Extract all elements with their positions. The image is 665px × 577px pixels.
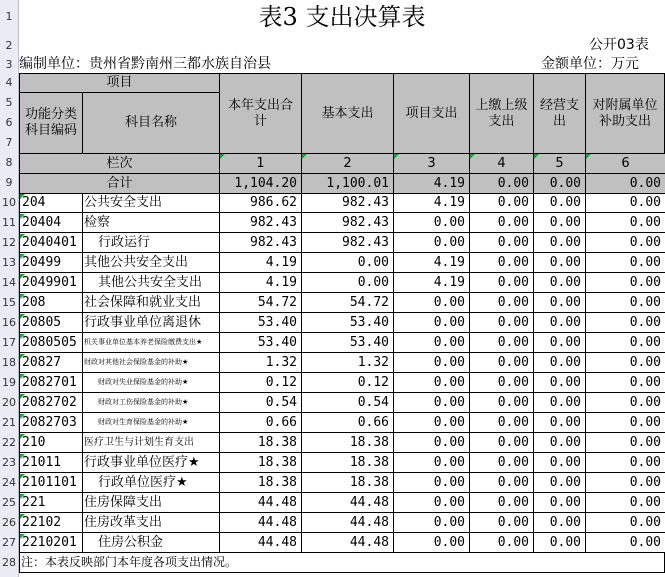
row-value: 0.00 <box>469 393 534 413</box>
row-value: 0.00 <box>393 213 470 233</box>
row-code: 2082703 <box>19 413 83 433</box>
row-value: 0.00 <box>585 453 665 473</box>
row-subject-name: 机关事业单位基本养老保险缴费支出★ <box>82 333 220 353</box>
row-code: 210 <box>19 433 83 453</box>
row-subject-name: 其他公共安全支出 <box>82 273 220 293</box>
row-value: 982.43 <box>301 213 394 233</box>
row-value: 0.00 <box>469 433 534 453</box>
row-value: 0.00 <box>585 233 665 253</box>
row-number: 15 <box>2 296 16 309</box>
row-number: 9 <box>5 176 13 189</box>
row-value: 0.00 <box>393 453 470 473</box>
row-value: 0.00 <box>469 313 534 333</box>
row-subject-name: 财政对生育保险基金的补助★ <box>82 413 220 433</box>
row-number: 12 <box>2 236 16 249</box>
total-value: 0.00 <box>533 173 586 194</box>
header-total: 本年支出合计 <box>219 73 302 154</box>
row-value: 0.00 <box>533 233 586 253</box>
header-subject-name: 科目名称 <box>82 92 220 154</box>
row-value: 0.00 <box>585 273 665 293</box>
row-value: 0.00 <box>469 253 534 273</box>
total-label: 合计 <box>19 173 220 194</box>
row-number: 7 <box>5 136 13 149</box>
row-value: 44.48 <box>301 493 394 513</box>
row-value: 0.00 <box>533 193 586 213</box>
row-code: 2082702 <box>19 393 83 413</box>
row-number: 2 <box>5 39 13 52</box>
row-code: 2101101 <box>19 473 83 493</box>
row-value: 0.00 <box>533 513 586 533</box>
row-number: 21 <box>2 416 16 429</box>
row-subject-name: 其他公共安全支出 <box>82 253 220 273</box>
row-number: 23 <box>2 456 16 469</box>
row-number: 13 <box>2 256 16 269</box>
row-subject-name: 公共安全支出 <box>82 193 220 213</box>
row-value: 0.00 <box>533 533 586 553</box>
row-value: 0.66 <box>219 413 302 433</box>
row-number: 20 <box>2 396 16 409</box>
compiling-unit: 编制单位：贵州省黔南州三都水族自治县 <box>19 56 271 72</box>
row-code: 2080505 <box>19 333 83 353</box>
row-code: 20805 <box>19 313 83 333</box>
row-code: 2082701 <box>19 373 83 393</box>
row-value: 44.48 <box>219 493 302 513</box>
row-number: 11 <box>2 216 16 229</box>
row-subject-name: 住房改革支出 <box>82 513 220 533</box>
row-number: 18 <box>2 356 16 369</box>
row-value: 53.40 <box>219 313 302 333</box>
row-value: 0.00 <box>393 533 470 553</box>
row-value: 0.00 <box>469 453 534 473</box>
row-value: 986.62 <box>219 193 302 213</box>
row-value: 53.40 <box>219 333 302 353</box>
column-number: 2 <box>301 153 394 174</box>
row-subject-name: 检察 <box>82 213 220 233</box>
row-value: 44.48 <box>301 533 394 553</box>
row-value: 18.38 <box>301 453 394 473</box>
row-value: 982.43 <box>219 233 302 253</box>
row-value: 0.00 <box>533 413 586 433</box>
row-code: 2040401 <box>19 233 83 253</box>
row-value: 1.32 <box>301 353 394 373</box>
row-number: 17 <box>2 336 16 349</box>
row-subject-name: 财政对工伤保险基金的补助★ <box>82 393 220 413</box>
row-value: 0.00 <box>393 433 470 453</box>
total-value: 0.00 <box>469 173 534 194</box>
column-number: 1 <box>219 153 302 174</box>
total-value: 1,104.20 <box>219 173 302 194</box>
row-value: 0.00 <box>301 273 394 293</box>
row-code: 20499 <box>19 253 83 273</box>
row-value: 0.00 <box>585 373 665 393</box>
row-number: 26 <box>2 516 16 529</box>
row-value: 0.00 <box>585 193 665 213</box>
amount-unit: 金额单位：万元 <box>541 56 639 72</box>
row-value: 0.00 <box>533 453 586 473</box>
row-value: 0.00 <box>585 413 665 433</box>
row-value: 0.00 <box>393 333 470 353</box>
row-subject-name: 财政对其他社会保险基金的补助★ <box>82 353 220 373</box>
row-subject-name: 行政事业单位医疗★ <box>82 453 220 473</box>
row-subject-name: 社会保障和就业支出 <box>82 293 220 313</box>
row-value: 0.00 <box>393 353 470 373</box>
row-value: 0.00 <box>469 293 534 313</box>
row-number: 16 <box>2 316 16 329</box>
row-value: 0.00 <box>533 353 586 373</box>
row-number: 8 <box>5 156 13 169</box>
row-number: 4 <box>5 76 13 89</box>
row-value: 54.72 <box>219 293 302 313</box>
row-code: 20827 <box>19 353 83 373</box>
row-number: 10 <box>2 196 16 209</box>
row-value: 0.00 <box>585 433 665 453</box>
row-number: 3 <box>5 58 13 71</box>
row-value: 982.43 <box>219 213 302 233</box>
row-value: 0.00 <box>393 493 470 513</box>
row-value: 0.00 <box>469 193 534 213</box>
row-value: 0.00 <box>393 313 470 333</box>
row-value: 0.00 <box>469 333 534 353</box>
row-number: 22 <box>2 436 16 449</box>
row-code: 208 <box>19 293 83 313</box>
row-value: 0.00 <box>469 213 534 233</box>
row-code: 221 <box>19 493 83 513</box>
row-subject-name: 行政运行 <box>82 233 220 253</box>
row-code: 204 <box>19 193 83 213</box>
row-value: 0.00 <box>393 233 470 253</box>
row-value: 0.00 <box>585 513 665 533</box>
row-number: 1 <box>5 10 13 23</box>
row-number: 28 <box>2 556 16 569</box>
row-value: 53.40 <box>301 313 394 333</box>
row-value: 4.19 <box>393 193 470 213</box>
row-value: 18.38 <box>219 473 302 493</box>
row-value: 0.00 <box>533 433 586 453</box>
header-func-code: 功能分类科目编码 <box>19 92 83 154</box>
row-value: 0.00 <box>533 253 586 273</box>
header-operation: 经营支出 <box>533 73 586 154</box>
row-value: 0.00 <box>393 373 470 393</box>
row-number: 25 <box>2 496 16 509</box>
row-value: 0.00 <box>585 473 665 493</box>
row-value: 0.00 <box>533 493 586 513</box>
row-value: 0.00 <box>585 393 665 413</box>
row-subject-name: 行政单位医疗★ <box>82 473 220 493</box>
column-number: 4 <box>469 153 534 174</box>
row-value: 0.00 <box>533 293 586 313</box>
row-value: 1.32 <box>219 353 302 373</box>
row-value: 18.38 <box>301 433 394 453</box>
row-value: 982.43 <box>301 193 394 213</box>
row-value: 44.48 <box>301 513 394 533</box>
row-value: 0.12 <box>301 373 394 393</box>
row-value: 0.00 <box>585 533 665 553</box>
row-number: 5 <box>5 96 13 109</box>
row-subject-name: 财政对失业保险基金的补助★ <box>82 373 220 393</box>
row-value: 0.00 <box>469 273 534 293</box>
row-number: 14 <box>2 276 16 289</box>
row-value: 4.19 <box>393 273 470 293</box>
row-value: 0.00 <box>469 513 534 533</box>
row-value: 0.00 <box>533 473 586 493</box>
row-value: 0.00 <box>469 473 534 493</box>
header-subsidy: 对附属单位补助支出 <box>585 73 665 154</box>
row-value: 0.00 <box>533 333 586 353</box>
row-value: 0.00 <box>393 413 470 433</box>
row-value: 0.00 <box>585 333 665 353</box>
row-value: 0.00 <box>393 473 470 493</box>
row-value: 0.00 <box>301 253 394 273</box>
row-value: 54.72 <box>301 293 394 313</box>
row-value: 18.38 <box>219 433 302 453</box>
row-value: 4.19 <box>393 253 470 273</box>
row-value: 0.00 <box>585 353 665 373</box>
row-value: 53.40 <box>301 333 394 353</box>
row-value: 0.00 <box>533 373 586 393</box>
footnote: 注：本表反映部门本年度各项支出情况。 <box>21 555 238 569</box>
column-number: 5 <box>533 153 586 174</box>
row-value: 0.00 <box>469 373 534 393</box>
row-number: 19 <box>2 376 16 389</box>
spreadsheet <box>19 0 665 577</box>
total-value: 0.00 <box>585 173 665 194</box>
header-basic: 基本支出 <box>301 73 394 154</box>
row-code: 20404 <box>19 213 83 233</box>
row-value: 0.00 <box>585 493 665 513</box>
header-column-no: 栏次 <box>19 153 220 174</box>
header-item: 项目 <box>19 73 220 93</box>
row-value: 0.00 <box>393 513 470 533</box>
row-value: 0.00 <box>469 233 534 253</box>
row-value: 0.00 <box>469 493 534 513</box>
row-number: 24 <box>2 476 16 489</box>
row-subject-name: 住房保障支出 <box>82 493 220 513</box>
row-code: 21011 <box>19 453 83 473</box>
row-value: 0.00 <box>393 293 470 313</box>
row-value: 0.00 <box>585 253 665 273</box>
row-value: 0.00 <box>585 213 665 233</box>
row-value: 0.54 <box>219 393 302 413</box>
row-value: 0.00 <box>533 273 586 293</box>
row-value: 0.00 <box>533 313 586 333</box>
row-value: 0.00 <box>469 533 534 553</box>
public-code: 公开03表 <box>589 37 649 53</box>
row-value: 982.43 <box>301 233 394 253</box>
row-number: 27 <box>2 536 16 549</box>
header-upper: 上缴上级支出 <box>469 73 534 154</box>
row-value: 4.19 <box>219 253 302 273</box>
column-number: 6 <box>585 153 665 174</box>
row-value: 0.00 <box>585 293 665 313</box>
row-value: 0.12 <box>219 373 302 393</box>
row-subject-name: 行政事业单位离退休 <box>82 313 220 333</box>
row-value: 0.00 <box>585 313 665 333</box>
row-value: 0.00 <box>533 393 586 413</box>
table-title: 表3 支出决算表 <box>258 3 426 31</box>
row-value: 44.48 <box>219 513 302 533</box>
row-code: 22102 <box>19 513 83 533</box>
row-value: 0.00 <box>469 413 534 433</box>
row-value: 0.54 <box>301 393 394 413</box>
row-number: 6 <box>5 116 13 129</box>
row-value: 0.00 <box>469 353 534 373</box>
row-value: 44.48 <box>219 533 302 553</box>
row-value: 0.66 <box>301 413 394 433</box>
row-code: 2049901 <box>19 273 83 293</box>
row-subject-name: 住房公积金 <box>82 533 220 553</box>
row-value: 0.00 <box>533 213 586 233</box>
row-value: 0.00 <box>393 393 470 413</box>
row-value: 18.38 <box>219 453 302 473</box>
header-project: 项目支出 <box>393 73 470 154</box>
total-value: 4.19 <box>393 173 470 194</box>
column-number: 3 <box>393 153 470 174</box>
row-code: 2210201 <box>19 533 83 553</box>
row-value: 4.19 <box>219 273 302 293</box>
row-value: 18.38 <box>301 473 394 493</box>
total-value: 1,100.01 <box>301 173 394 194</box>
row-subject-name: 医疗卫生与计划生育支出 <box>82 433 220 453</box>
